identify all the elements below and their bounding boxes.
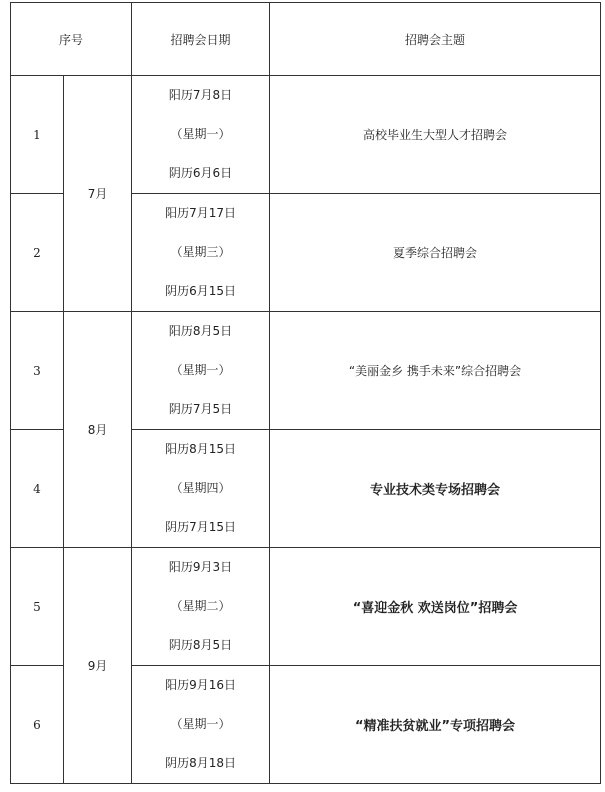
solar-date: 阳历9月3日 [168, 560, 233, 574]
lunar-date: 阴历8月18日 [165, 756, 236, 770]
solar-date: 阳历8月5日 [168, 324, 233, 338]
solar-date: 阳历8月15日 [165, 442, 236, 456]
row-index: 2 [11, 194, 64, 312]
lunar-date: 阴历6月6日 [168, 166, 233, 180]
table-header-row [11, 3, 601, 76]
date-cell [132, 312, 270, 430]
row-index: 1 [11, 76, 64, 194]
lunar-date: 阴历7月15日 [165, 520, 236, 534]
weekday: （星期一） [170, 127, 231, 141]
header-index: 序号 [11, 3, 132, 76]
weekday: （星期四） [170, 481, 231, 495]
solar-date: 阳历9月16日 [165, 678, 236, 692]
table-row [11, 548, 601, 666]
theme-cell: 夏季综合招聘会 [270, 194, 601, 312]
date-cell [132, 666, 270, 784]
theme-cell: 高校毕业生大型人才招聘会 [270, 76, 601, 194]
row-index: 6 [11, 666, 64, 784]
solar-date: 阳历7月8日 [168, 88, 233, 102]
lunar-date: 阴历8月5日 [168, 638, 233, 652]
row-index: 4 [11, 430, 64, 548]
row-index: 3 [11, 312, 64, 430]
weekday: （星期一） [170, 363, 231, 377]
solar-date: 阳历7月17日 [165, 206, 236, 220]
theme-cell: 专业技术类专场招聘会 [270, 430, 601, 548]
job-fair-schedule-table [10, 2, 601, 784]
weekday: （星期三） [170, 245, 231, 259]
date-cell [132, 548, 270, 666]
table-row [11, 76, 601, 194]
date-cell [132, 76, 270, 194]
theme-cell: “精准扶贫就业”专项招聘会 [270, 666, 601, 784]
date-cell [132, 194, 270, 312]
month-cell-july: 7月 [64, 76, 132, 312]
lunar-date: 阴历7月5日 [168, 402, 233, 416]
month-cell-september: 9月 [64, 548, 132, 784]
weekday: （星期一） [170, 717, 231, 731]
table-row [11, 312, 601, 430]
theme-cell: “美丽金乡 携手未来”综合招聘会 [270, 312, 601, 430]
date-cell [132, 430, 270, 548]
header-theme: 招聘会主题 [270, 3, 601, 76]
theme-cell: “喜迎金秋 欢送岗位”招聘会 [270, 548, 601, 666]
header-date: 招聘会日期 [132, 3, 270, 76]
weekday: （星期二） [170, 599, 231, 613]
lunar-date: 阴历6月15日 [165, 284, 236, 298]
month-cell-august: 8月 [64, 312, 132, 548]
row-index: 5 [11, 548, 64, 666]
